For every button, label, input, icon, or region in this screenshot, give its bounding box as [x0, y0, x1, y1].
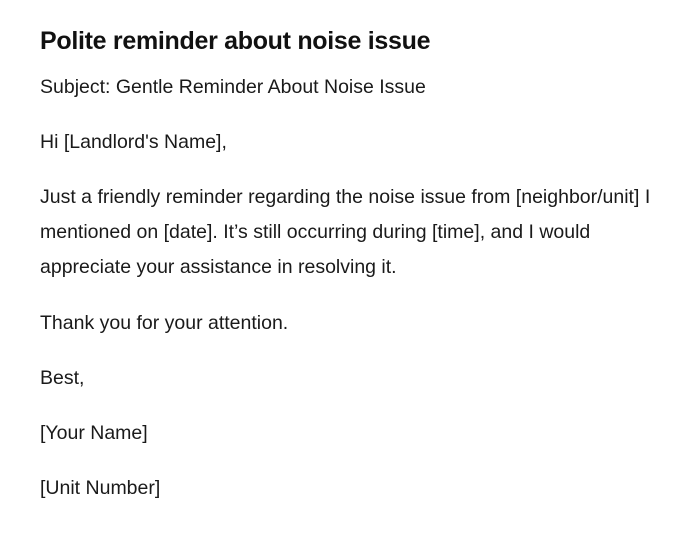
letter-document	[40, 24, 660, 506]
page-title: Polite reminder about noise issue	[40, 27, 431, 55]
signature-name: [Your Name]	[40, 422, 148, 444]
body-paragraph: Just a friendly reminder regarding the noise issue from [neighbor/unit] I mentioned on [date]. It’s still occurring during [time], and I would appreciate your assistance in resolving it.	[40, 186, 651, 278]
subject-line: Subject: Gentle Reminder About Noise Issue	[40, 76, 426, 98]
greeting-line: Hi [Landlord's Name],	[40, 131, 227, 153]
closing-line: Best,	[40, 367, 85, 389]
signature-unit: [Unit Number]	[40, 477, 161, 499]
thanks-line: Thank you for your attention.	[40, 312, 289, 334]
